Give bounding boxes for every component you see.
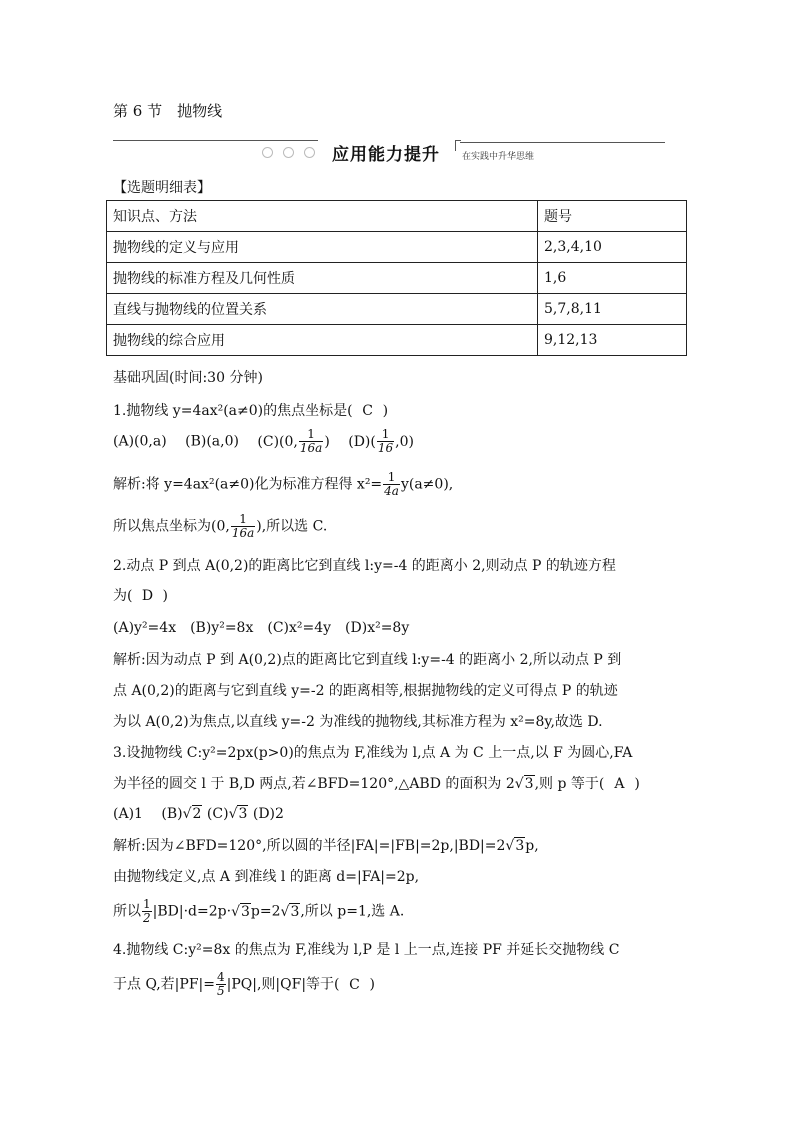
- q2-answer: D: [141, 588, 154, 604]
- q2-stem-close: ): [162, 588, 168, 604]
- sqrt-radicand: 3: [524, 776, 534, 792]
- table-header-cell: 知识点、方法: [107, 201, 538, 232]
- q4-stem-line2: [113, 971, 375, 998]
- q3-stem-close: ): [634, 776, 640, 792]
- sqrt-expression: √3: [228, 806, 248, 822]
- q1-option-d: [348, 427, 414, 455]
- q1-stem-close: ): [382, 403, 389, 419]
- table-cell: 抛物线的标准方程及几何性质: [107, 263, 538, 294]
- sqrt-radicand: 3: [290, 903, 300, 920]
- q4-fraction: [216, 971, 226, 998]
- q3-solution3-fraction: [142, 898, 152, 925]
- table-row: [107, 325, 687, 356]
- q2-solution-line3: 为以 A(0,2)为焦点,以直线 y=-2 为准线的抛物线,其标准方程为 x²=8y,故选 D.: [113, 714, 603, 730]
- q1-solution-line1: [113, 471, 453, 498]
- q2-options: (A)y²=4x (B)y²=8x (C)x²=4y (D)x²=8y: [113, 620, 410, 636]
- sqrt-expression: √3: [505, 838, 525, 854]
- table-cell: 1,6: [538, 263, 687, 294]
- banner-subtitle: 在实践中升华思维: [462, 152, 535, 162]
- sqrt-expression: √3: [231, 903, 250, 920]
- fraction-denominator: 5: [216, 984, 225, 998]
- table-cell: 抛物线的定义与应用: [107, 232, 538, 263]
- table-cell: 9,12,13: [538, 325, 687, 356]
- q1-option-a: (A)(0,a): [113, 433, 167, 450]
- sqrt-radicand: 3: [240, 903, 250, 920]
- q4-answer: C: [349, 976, 360, 993]
- sqrt-radicand: 3: [238, 806, 248, 822]
- q3-option-c: [207, 806, 248, 822]
- q1-option-c-post: ): [324, 433, 330, 450]
- table-cell: 直线与抛物线的位置关系: [107, 294, 538, 325]
- q1-answer: C: [362, 403, 373, 419]
- q4-stem-text: 于点 Q,若|PF|=: [113, 976, 215, 993]
- q3-solution-text: 解析:因为∠BFD=120°,所以圆的半径|FA|=|FB|=2p,|BD|=2: [113, 838, 506, 854]
- sqrt-expression: √3: [514, 776, 534, 792]
- q1-stem: [113, 400, 388, 420]
- sqrt-expression: √2: [182, 806, 202, 822]
- q1-solution-line2: [113, 513, 327, 540]
- q1-solution-fraction: [383, 471, 400, 498]
- basic-section-title: 基础巩固(时间:30 分钟): [113, 370, 263, 386]
- q2-solution-line2: 点 A(0,2)的距离与它到直线 y=-2 的距离相等,根据抛物线的定义可得点 P 的轨迹: [113, 683, 618, 699]
- table-header-cell: 题号: [538, 201, 687, 232]
- fraction-denominator: 16: [377, 441, 394, 455]
- fraction-numerator: 1: [231, 513, 255, 527]
- sqrt-radicand: 3: [515, 838, 525, 854]
- q3-option-a: (A)1: [113, 806, 143, 822]
- q3-solution-line2: 由抛物线定义,点 A 到准线 l 的距离 d=|FA|=2p,: [113, 869, 420, 885]
- q3-answer: A: [614, 776, 625, 792]
- table-cell: 抛物线的综合应用: [107, 325, 538, 356]
- q1-option-d-pre: (D)(: [348, 433, 376, 450]
- q3-stem-line2: [113, 773, 640, 793]
- fraction-denominator: 2: [143, 911, 151, 925]
- q4-stem-close: ): [369, 976, 375, 993]
- q1-option-d-fraction: [377, 428, 394, 455]
- q3-solution3-text2: |BD|·d=2p·: [152, 903, 232, 920]
- q3-solution3-text3: p=2: [250, 903, 281, 920]
- section-title: 第 6 节 抛物线: [113, 102, 223, 120]
- q1-option-c: [257, 427, 330, 455]
- q3-option-d: (D)2: [252, 806, 284, 822]
- q1-options: [113, 428, 414, 455]
- q1-stem-text: 1.抛物线 y=4ax²(a≠0)的焦点坐标是(: [113, 403, 353, 419]
- table-row: [107, 263, 687, 294]
- q3-solution3-text4: ,所以 p=1,选 A.: [300, 903, 405, 920]
- q2-solution-line1: 解析:因为动点 P 到 A(0,2)点的距离比它到直线 l:y=-4 的距离小 2,所以动点 P 到: [113, 652, 622, 668]
- table-row: [107, 232, 687, 263]
- table-row: [107, 294, 687, 325]
- q3-option-b: [161, 806, 202, 822]
- q1-solution2-text-end: ),所以选 C.: [256, 518, 328, 535]
- q1-option-c-pre: (C)(0,: [257, 433, 298, 450]
- table-header-row: [107, 201, 687, 232]
- q4-stem-line1: 4.抛物线 C:y²=8x 的焦点为 F,准线为 l,P 是 l 上一点,连接 PF 并延长交抛物线 C: [113, 942, 620, 958]
- table-cell: 5,7,8,11: [538, 294, 687, 325]
- fraction-numerator: 1: [377, 428, 394, 442]
- q1-solution-text-end: y(a≠0),: [400, 476, 454, 493]
- q1-solution2-text: 所以焦点坐标为(0,: [113, 518, 230, 535]
- q1-option-b: (B)(a,0): [185, 433, 239, 450]
- q3-solution3-text: 所以: [113, 903, 141, 920]
- q3-stem-text2: ,则 p 等于(: [534, 776, 605, 792]
- q1-solution-text: 解析:将 y=4ax²(a≠0)化为标准方程得 x²=: [113, 476, 383, 493]
- banner-rule-right: [460, 142, 665, 143]
- fraction-denominator: 16a: [231, 526, 255, 540]
- q3-options: [113, 803, 284, 823]
- sqrt-radicand: 2: [192, 806, 202, 822]
- q3-option-b-pre: (B): [161, 806, 183, 822]
- q3-option-c-pre: (C): [206, 806, 229, 822]
- fraction-numerator: 1: [383, 471, 400, 485]
- banner-title: 应用能力提升: [332, 145, 440, 165]
- sqrt-expression: √3: [280, 903, 300, 920]
- table-cell: 2,3,4,10: [538, 232, 687, 263]
- q3-solution-line1: [113, 835, 539, 855]
- banner-rule-left: [113, 140, 318, 141]
- table-caption: 【选题明细表】: [113, 180, 211, 196]
- fraction-numerator: 4: [216, 970, 225, 984]
- q2-stem-line1: 2.动点 P 到点 A(0,2)的距离比它到直线 l:y=-4 的距离小 2,则动点 P 的轨迹方程: [113, 558, 616, 574]
- fraction-denominator: 16a: [299, 441, 323, 455]
- q3-solution-text-end: p,: [525, 838, 539, 854]
- q3-stem-line1: 3.设抛物线 C:y²=2px(p>0)的焦点为 F,准线为 l,点 A 为 C 上一点,以 F 为圆心,FA: [113, 745, 633, 761]
- fraction-numerator: 1: [299, 428, 323, 442]
- fraction-numerator: 1: [143, 897, 151, 911]
- q3-solution-line3: [113, 898, 404, 925]
- q2-stem-line2: [113, 585, 168, 605]
- q3-stem-text: 为半径的圆交 l 于 B,D 两点,若∠BFD=120°,△ABD 的面积为 2: [113, 776, 515, 792]
- banner-dots: [262, 146, 325, 162]
- q2-stem-text: 为(: [113, 588, 133, 604]
- q1-solution2-fraction: [231, 513, 255, 540]
- q1-option-c-fraction: [299, 428, 323, 455]
- topic-table: [106, 200, 687, 356]
- q1-option-d-post: ,0): [395, 433, 414, 450]
- fraction-denominator: 4a: [384, 484, 399, 498]
- q4-stem-text2: |PQ|,则|QF|等于(: [226, 976, 340, 993]
